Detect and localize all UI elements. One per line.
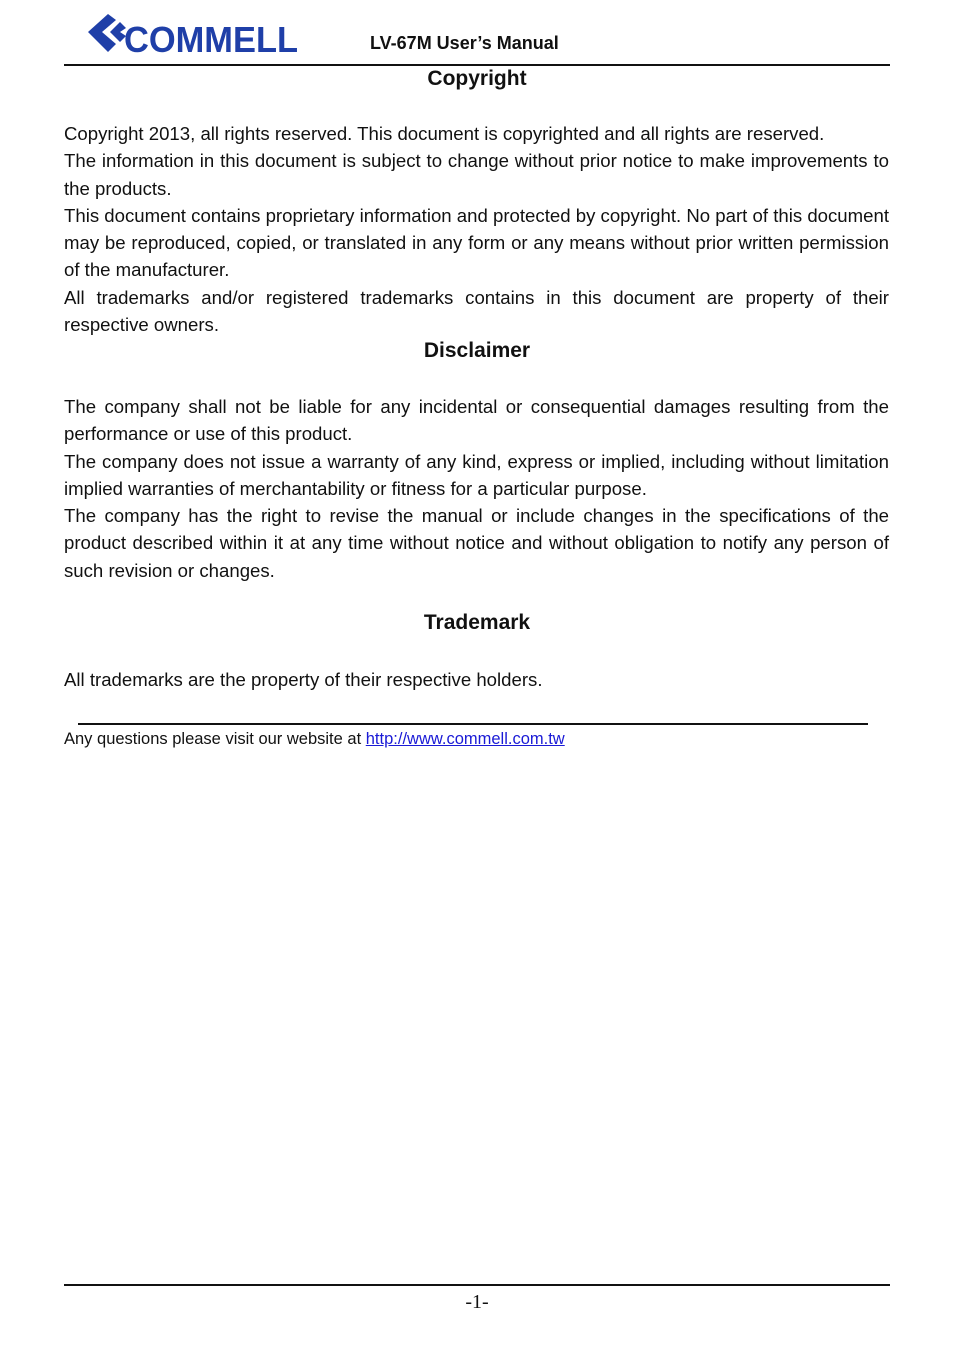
copyright-line: The information in this document is subject to change without prior notice to make improvements to the products. (64, 150, 889, 199)
disclaimer-body (64, 393, 889, 584)
page-number: -1- (465, 1291, 489, 1313)
page-footer-divider (64, 1284, 890, 1286)
trademark-text: All trademarks are the property of their respective holders. (64, 669, 543, 690)
website-note-prefix: Any questions please visit our website at (64, 730, 366, 748)
logo-text: COMMELL (124, 19, 298, 60)
disclaimer-line: The company does not issue a warranty of any kind, express or implied, including without limitation implied warranties of merchantability or fitness for a particular purpose. (64, 450, 889, 499)
trademark-heading: Trademark (423, 611, 531, 634)
copyright-line: Copyright 2013, all rights reserved. This document is copyrighted and all rights are reserved. (64, 123, 825, 144)
copyright-line: This document contains proprietary information and protected by copyright. No part of this document may be reproduced, copied, or translated in any form or any means without prior written permission of the manufacturer. (64, 204, 889, 281)
disclaimer-heading: Disclaimer (423, 339, 531, 362)
copyright-body (64, 120, 889, 338)
commell-logo (80, 8, 302, 60)
website-note (64, 730, 565, 749)
trademark-body (64, 666, 889, 693)
copyright-line: All trademarks and/or registered trademarks contains in this document are property of their respective owners. (64, 286, 889, 336)
website-link[interactable]: http://www.commell.com.tw (365, 730, 565, 748)
footer-note-divider (78, 723, 868, 725)
copyright-heading: Copyright (427, 67, 527, 90)
disclaimer-line: The company has the right to revise the manual or include changes in the specifications of the product described within it at any time without notice and without obligation to notify any person of such revision or changes. (64, 505, 889, 581)
header-divider (64, 64, 890, 66)
manual-title: LV-67M User’s Manual (370, 33, 559, 53)
disclaimer-line: The company shall not be liable for any incidental or consequential damages resulting from the performance or use of this product. (64, 396, 889, 445)
